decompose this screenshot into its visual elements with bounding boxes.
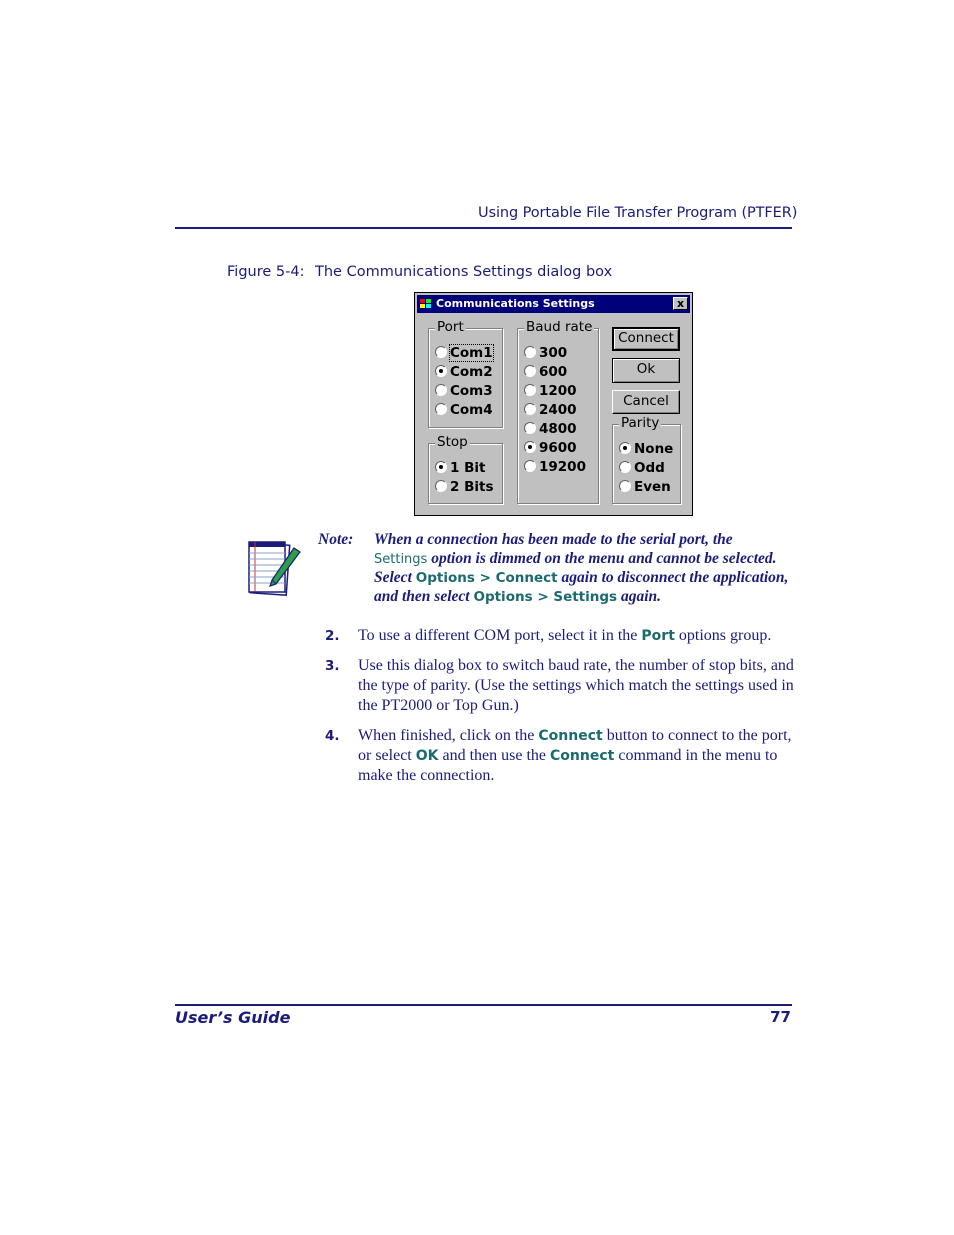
note-label: Note: (318, 531, 354, 548)
stop-option-1-bit[interactable]: 1 Bit (435, 460, 485, 478)
step-3: 3. Use this dialog box to switch baud rate, the number of stop bits, and the type of parity. (Use the settings which match the settings used in the PT2000 or Top Gun.) (325, 657, 794, 714)
step-number: 2. (325, 628, 340, 644)
parity-group-label: Parity (621, 415, 660, 431)
baud-option-300[interactable]: 300 (524, 345, 567, 363)
radio-selected-icon (435, 365, 447, 377)
radio-icon (524, 346, 536, 358)
step-4: 4. When finished, click on the Connect button to connect to the port, or select OK and then use the Connect command in the menu to make the connection. (325, 727, 792, 784)
radio-icon (435, 346, 447, 358)
radio-selected-icon (524, 441, 536, 453)
radio-icon (524, 365, 536, 377)
figure-title: The Communications Settings dialog box (315, 264, 613, 280)
step-number: 3. (325, 658, 340, 674)
baud-option-4800[interactable]: 4800 (524, 421, 577, 439)
note-keyword-options: Options (415, 570, 475, 587)
header-rule (175, 227, 792, 229)
port-option-com4[interactable]: Com4 (435, 402, 493, 420)
dialog-title: Communications Settings (436, 297, 595, 310)
baud-rate-group (517, 319, 599, 504)
footer-guide-title: User’s Guide (175, 1008, 291, 1027)
figure-caption (227, 264, 612, 280)
radio-selected-icon (619, 442, 631, 454)
connect-button[interactable]: Connect (612, 327, 680, 351)
parity-option-odd[interactable]: Odd (619, 460, 665, 478)
port-option-com2[interactable]: Com2 (435, 364, 493, 382)
port-group-label: Port (437, 319, 464, 335)
footer-rule (175, 1004, 792, 1006)
notepad-pen-icon (246, 538, 302, 598)
keyword-ok: OK (415, 748, 439, 764)
step-2: 2. To use a different COM port, select it in the Port options group. (325, 627, 772, 644)
radio-icon (524, 403, 536, 415)
note-keyword-settings-2: Settings (553, 588, 618, 605)
radio-icon (435, 384, 447, 396)
cancel-button[interactable]: Cancel (612, 390, 680, 414)
keyword-connect-2: Connect (550, 748, 615, 764)
baud-option-9600[interactable]: 9600 (524, 440, 577, 458)
parity-option-even[interactable]: Even (619, 479, 671, 497)
dialog-titlebar (417, 295, 690, 313)
radio-icon (619, 461, 631, 473)
page-number: 77 (770, 1008, 791, 1026)
baud-option-19200[interactable]: 19200 (524, 459, 586, 477)
note-body: When a connection has been made to the serial port, the Settings option is dimmed on the menu and cannot be selected. Select Options > Connect again to disconnect the application, and then select Options > Settings again. (374, 531, 789, 605)
baud-option-1200[interactable]: 1200 (524, 383, 577, 401)
baud-option-2400[interactable]: 2400 (524, 402, 577, 420)
keyword-connect: Connect (538, 728, 603, 744)
radio-icon (524, 460, 536, 472)
figure-number: Figure 5-4: (227, 264, 305, 280)
app-icon (420, 299, 432, 309)
keyword-port: Port (641, 628, 675, 644)
running-header: Using Portable File Transfer Program (PTFER) (478, 205, 798, 221)
stop-group (428, 434, 503, 504)
close-icon[interactable]: x (673, 297, 688, 310)
radio-icon (524, 422, 536, 434)
radio-icon (435, 480, 447, 492)
radio-icon (435, 403, 447, 415)
communications-settings-dialog (414, 292, 693, 516)
radio-selected-icon (435, 461, 447, 473)
baud-rate-group-label: Baud rate (526, 319, 593, 335)
port-group (428, 319, 503, 428)
parity-group (612, 415, 681, 504)
note-keyword-connect: Connect (495, 570, 558, 587)
stop-group-label: Stop (437, 434, 468, 450)
baud-option-600[interactable]: 600 (524, 364, 567, 382)
parity-option-none[interactable]: None (619, 441, 673, 459)
port-option-com3[interactable]: Com3 (435, 383, 493, 401)
stop-option-2-bits[interactable]: 2 Bits (435, 479, 494, 497)
step-number: 4. (325, 728, 340, 744)
note-keyword-options-2: Options (473, 588, 533, 605)
port-option-com1[interactable]: Com1 (435, 345, 493, 363)
radio-icon (524, 384, 536, 396)
radio-icon (619, 480, 631, 492)
note-keyword-settings: Settings (374, 551, 428, 567)
ok-button[interactable]: Ok (612, 358, 680, 383)
